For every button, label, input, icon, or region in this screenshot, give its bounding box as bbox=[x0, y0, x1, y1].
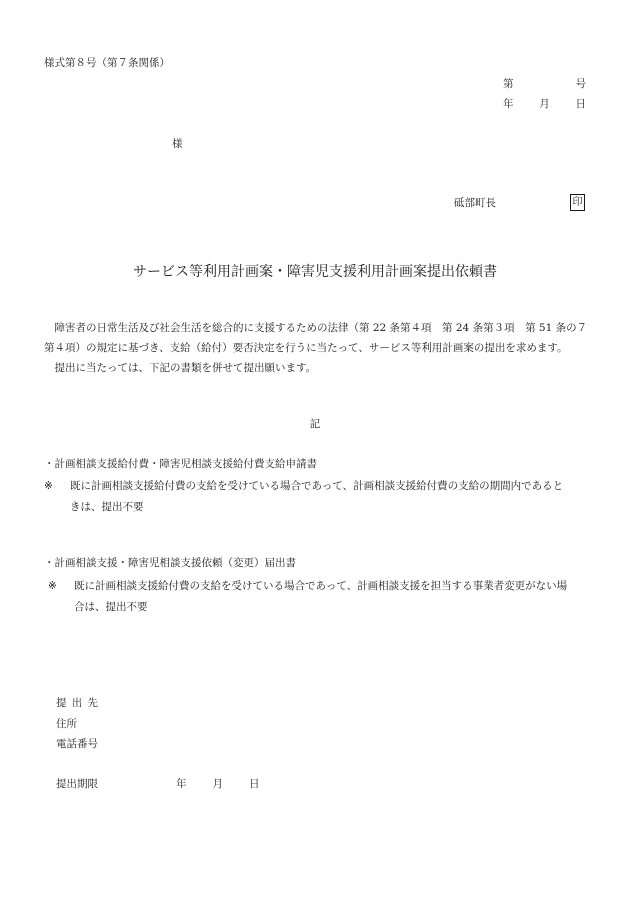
address-label: 住所 bbox=[56, 718, 77, 730]
deadline-year: 年 bbox=[176, 778, 187, 790]
required-document-1-note bbox=[44, 476, 564, 518]
phone-label: 電話番号 bbox=[56, 738, 98, 750]
issue-year: 年 bbox=[503, 98, 514, 110]
required-document-1: ・計画相談支援給付費・障害児相談支援給付費支給申請書 bbox=[44, 458, 317, 470]
number-suffix: 号 bbox=[575, 78, 586, 90]
note-mark: ※ bbox=[44, 480, 53, 492]
deadline-date bbox=[176, 778, 260, 792]
number-prefix: 第 bbox=[503, 78, 514, 90]
note-text: 既に計画相談支援給付費の支給を受けている場合であって、計画相談支援給付費の支給の期間内であるときは、提出不要 bbox=[70, 480, 564, 513]
note-mark: ※ bbox=[48, 580, 57, 592]
deadline-month: 月 bbox=[212, 778, 223, 790]
deadline-day: 日 bbox=[249, 778, 260, 790]
body-paragraph-2: 提出に当たっては、下記の書類を併せて提出願います。 bbox=[54, 362, 317, 374]
note-text: 既に計画相談支援給付費の支給を受けている場合であって、計画相談支援を担当する事業者変更がない場合は、提出不要 bbox=[74, 580, 568, 613]
document-title: サービス等利用計画案・障害児支援利用計画案提出依頼書 bbox=[133, 264, 497, 280]
body-text bbox=[44, 318, 589, 378]
required-document-2: ・計画相談支援・障害児相談支援依頼（変更）届出書 bbox=[44, 557, 296, 569]
issuer-name: 砥部町長 bbox=[454, 197, 496, 209]
seal-box: 印 bbox=[570, 194, 585, 211]
issue-month: 月 bbox=[539, 98, 550, 110]
required-document-2-note bbox=[48, 576, 568, 618]
ki-heading: 記 bbox=[309, 418, 321, 430]
document-number-line bbox=[503, 78, 586, 92]
issue-date-line bbox=[503, 98, 586, 112]
issue-day: 日 bbox=[575, 98, 586, 110]
form-id: 様式第８号（第７条関係） bbox=[44, 57, 170, 69]
body-paragraph-1: 障害者の日常生活及び社会生活を総合的に支援するための法律（第 22 条第４項 第 24 条第３項 第 51 条の７第４項）の規定に基づき、支給（給付）要否決定を行うに当たって、サービス等利用計画案の提出を求めます。 bbox=[44, 322, 588, 354]
deadline-line bbox=[56, 778, 260, 792]
deadline-label: 提出期限 bbox=[56, 778, 98, 790]
addressee-suffix: 様 bbox=[172, 138, 183, 150]
submit-to-label: 提出先 bbox=[56, 697, 104, 709]
